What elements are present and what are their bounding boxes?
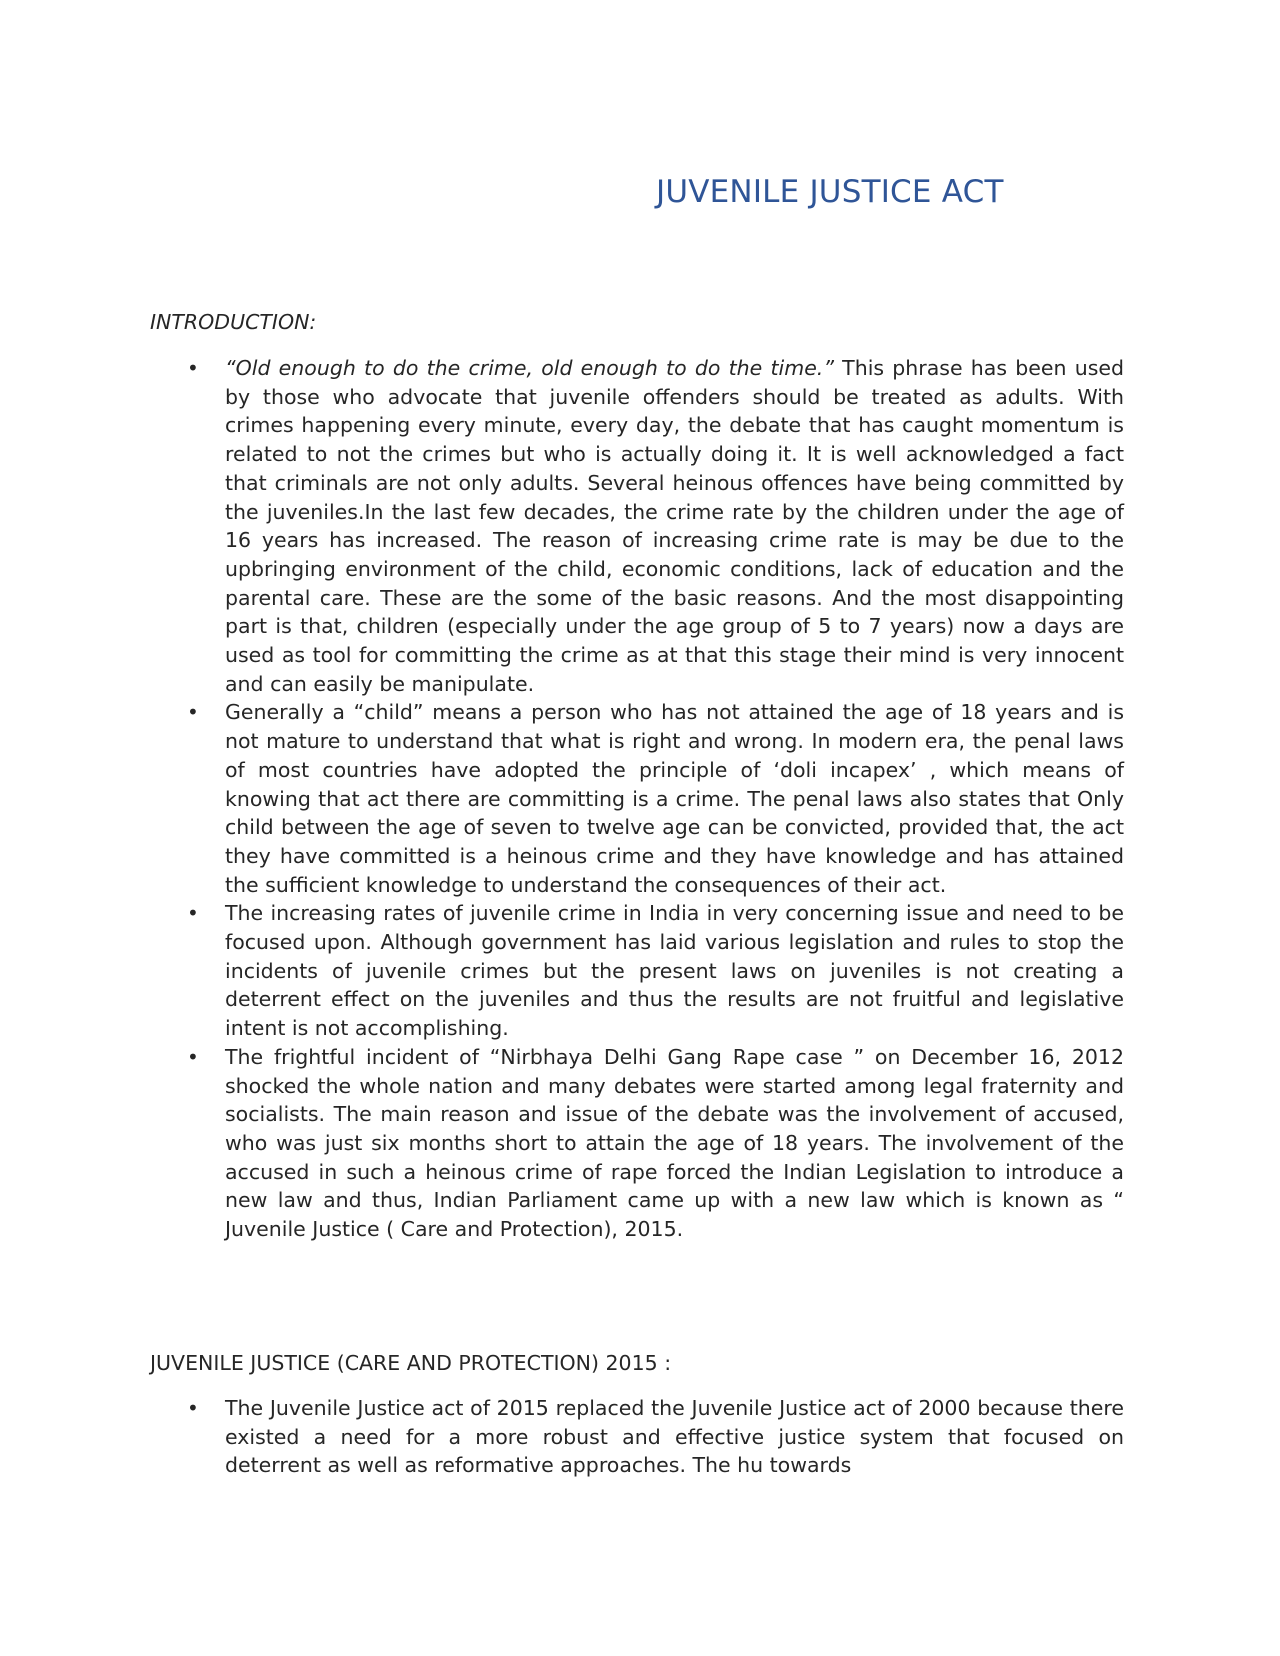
bullet-icon: • xyxy=(187,1396,199,1420)
paragraph-text: The increasing rates of juvenile crime in India in very concerning issue and need to be focused upon. Although government has laid various legislation and rules to stop the incidents of juvenile crimes but the present laws on juveniles is not creating a deterrent effect on the juveniles and thus the results are not fruitful and legislative intent is not accomplishing. xyxy=(225,901,1124,1041)
paragraph-text: The frightful incident of “Nirbhaya Delhi Gang Rape case ” on December 16, 2012 shocked the whole nation and many debates were started among legal fraternity and socialists. The main reason and issue of the debate was the involvement of accused, who was just six months short to attain the age of 18 years. The involvement of the accused in such a heinous crime of rape forced the Indian Legislation to introduce a new law and thus, Indian Parliament came up with a new law which is known as “ Juvenile Justice ( Care and Protection), 2015. xyxy=(225,1044,1124,1242)
list-item xyxy=(187,698,1124,899)
bullet-icon: • xyxy=(187,901,199,926)
jj-section-heading: JUVENILE JUSTICE (CARE AND PROTECTION) 2015 : xyxy=(150,1351,672,1375)
bullet-icon: • xyxy=(187,1044,199,1069)
document-title: JUVENILE JUSTICE ACT xyxy=(656,174,1004,210)
paragraph-text: This phrase has been used by those who advocate that juvenile offenders should be treated as adults. With crimes happening every minute, every day, the debate that has caught momentum is related to not the crimes but who is actually doing it. It is well acknowledged a fact that criminals are not only adults. Several heinous offences have being committed by the juveniles.In the last few decades, the crime rate by the children under the age of 16 years has increased. The reason of increasing crime rate is may be due to the upbringing environment of the child, economic conditions, lack of education and the parental care. These are the some of the basic reasons. And the most disappointing part is that, children (especially under the age group of 5 to 7 years) now a days are used as tool for committing the crime as at that this stage their mind is very innocent and can easily be manipulate. xyxy=(225,356,1125,696)
bullet-icon: • xyxy=(187,356,199,380)
introduction-heading: INTRODUCTION: xyxy=(150,310,317,334)
bullet-icon: • xyxy=(187,700,199,725)
list-item xyxy=(187,1043,1124,1244)
jj-section-bullet-list xyxy=(187,1394,1124,1480)
paragraph-text: The Juvenile Justice act of 2015 replaced the Juvenile Justice act of 2000 because there existed a need for a more robust and effective justice system that focused on deterrent as well as reformative approaches. The hu towards xyxy=(225,1396,1124,1478)
quote-text: “Old enough to do the crime, old enough to do the time.” xyxy=(225,356,834,380)
paragraph-text: Generally a “child” means a person who has not attained the age of 18 years and is not mature to understand that what is right and wrong. In modern era, the penal laws of most countries have adopted the principle of ‘doli incapex’ , which means of knowing that act there are committing is a crime. The penal laws also states that Only child between the age of seven to twelve age can be convicted, provided that, the act they have committed is a heinous crime and they have knowledge and has attained the sufficient knowledge to understand the consequences of their act. xyxy=(225,700,1124,897)
introduction-bullet-list xyxy=(187,354,1125,1244)
list-item xyxy=(187,899,1124,1043)
list-item xyxy=(187,1394,1124,1480)
list-item xyxy=(187,354,1125,698)
